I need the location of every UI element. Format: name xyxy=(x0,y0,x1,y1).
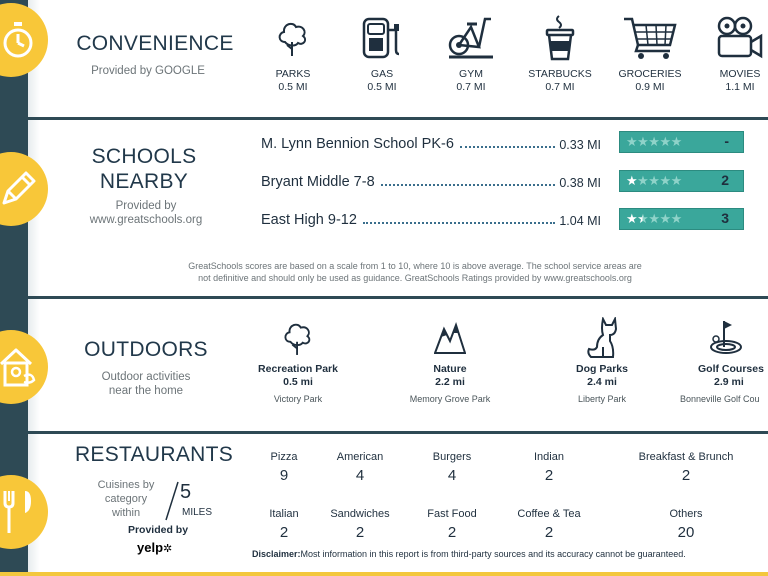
cuisine-name: Breakfast & Brunch xyxy=(638,451,734,463)
outdoor-place: Bonneville Golf Cou xyxy=(680,394,760,404)
rating-stars-icon: ★★★★★ xyxy=(626,173,682,188)
pencil-icon xyxy=(0,169,38,209)
outdoor-distance: 2.4 mi xyxy=(587,376,617,388)
coffee-cup-icon xyxy=(543,15,577,61)
parks-distance: 0.5 MI xyxy=(278,81,308,93)
outdoor-item xyxy=(537,315,667,404)
school-name: East High 9-12 xyxy=(261,212,357,228)
cuisine-name: Italian xyxy=(269,508,299,520)
convenience-item-groceries xyxy=(605,10,695,93)
school-rating-badge xyxy=(619,170,744,192)
school-rating-value: 2 xyxy=(721,172,729,188)
cuisine-count: 2 xyxy=(544,524,554,541)
outdoor-item xyxy=(233,315,363,404)
rating-stars-icon: ★★★★★ xyxy=(626,134,682,149)
movies-distance: 1.1 MI xyxy=(725,81,755,93)
cuisine-name: American xyxy=(336,451,384,463)
school-rating-badge xyxy=(619,208,744,230)
restaurants-subtitle-line3: within xyxy=(111,507,141,519)
cuisine-item xyxy=(621,451,751,484)
fork-knife-icon-badge xyxy=(0,475,48,549)
yelp-burst-icon: ✲ xyxy=(163,543,173,555)
cuisine-count: 9 xyxy=(279,467,289,484)
restaurants-subtitle xyxy=(80,478,172,520)
convenience-item-gym xyxy=(426,10,516,93)
schools-provider-line2: www.greatschools.org xyxy=(89,214,203,226)
mountains-icon xyxy=(434,321,466,355)
restaurants-subtitle-line2: category xyxy=(104,493,148,505)
outdoor-distance: 0.5 mi xyxy=(283,376,313,388)
school-distance: 1.04 MI xyxy=(559,214,601,228)
school-row[interactable] xyxy=(261,208,601,228)
school-row[interactable] xyxy=(261,170,601,190)
restaurants-provider: Provided by xyxy=(127,524,189,536)
cuisine-item xyxy=(494,508,604,541)
schools-note-line2: not definitive and should only be used as guidance. GreatSchools Ratings provided by www.greatschools.org xyxy=(198,273,632,283)
dog-icon xyxy=(585,317,619,359)
outdoor-name: Golf Courses xyxy=(698,363,764,375)
disclaimer-label: Disclaimer: xyxy=(252,549,301,559)
shopping-cart-icon xyxy=(622,15,678,61)
stopwatch-icon-badge xyxy=(0,3,48,77)
outdoors-title: OUTDOORS xyxy=(84,338,208,361)
movie-camera-icon xyxy=(715,16,765,60)
convenience-item-starbucks xyxy=(515,10,605,93)
gas-pump-icon xyxy=(360,16,404,60)
movies-label: MOVIES xyxy=(719,68,761,80)
yelp-logo xyxy=(137,540,172,555)
outdoor-place: Victory Park xyxy=(273,394,323,404)
school-row[interactable] xyxy=(261,132,601,152)
school-rating-value: - xyxy=(724,133,729,149)
fork-knife-icon xyxy=(1,489,35,535)
gas-distance: 0.5 MI xyxy=(367,81,397,93)
cuisine-count: 2 xyxy=(544,467,554,484)
disclaimer xyxy=(252,549,686,559)
cuisine-name: Fast Food xyxy=(427,508,477,520)
schools-title xyxy=(74,144,214,194)
cuisine-count: 4 xyxy=(355,467,365,484)
groceries-distance: 0.9 MI xyxy=(635,81,665,93)
outdoor-item xyxy=(385,315,515,404)
birdhouse-icon-badge xyxy=(0,330,48,404)
cuisine-name: Sandwiches xyxy=(330,508,390,520)
outdoors-subtitle xyxy=(76,370,216,398)
gym-label: GYM xyxy=(459,68,483,80)
starbucks-label: STARBUCKS xyxy=(528,68,592,80)
golf-flag-icon xyxy=(708,319,744,357)
schools-note-line1: GreatSchools scores are based on a scale from 1 to 10, where 10 is above average. The school service areas are xyxy=(188,261,642,271)
cuisine-name: Others xyxy=(669,508,703,520)
dotted-leader xyxy=(460,146,555,148)
school-distance: 0.33 MI xyxy=(559,138,601,152)
slash-divider xyxy=(162,480,182,522)
cuisine-count: 20 xyxy=(677,524,695,541)
dotted-leader xyxy=(381,184,556,186)
outdoors-subtitle-line2: near the home xyxy=(108,385,184,397)
outdoor-distance: 2.9 mi xyxy=(714,376,744,388)
bottom-accent-bar xyxy=(0,572,768,576)
cuisine-item xyxy=(494,451,604,484)
pencil-icon-badge xyxy=(0,152,48,226)
cuisine-count: 2 xyxy=(681,467,691,484)
convenience-provider: Provided by GOOGLE xyxy=(91,65,205,77)
outdoor-item xyxy=(668,315,768,404)
stopwatch-icon xyxy=(1,21,35,59)
rating-stars-icon: ★★★★★ xyxy=(626,211,682,226)
outdoor-distance: 2.2 mi xyxy=(435,376,465,388)
restaurants-title: RESTAURANTS xyxy=(74,443,234,466)
restaurants-subtitle-line1: Cuisines by xyxy=(97,479,155,491)
disclaimer-text: Most information in this report is from third-party sources and its accuracy cannot be guaranteed. xyxy=(300,549,686,559)
outdoor-place: Liberty Park xyxy=(577,394,627,404)
tree-icon xyxy=(282,318,314,358)
cuisine-count: 2 xyxy=(355,524,365,541)
section-divider xyxy=(28,296,768,299)
convenience-item-gas xyxy=(337,10,427,93)
schools-provider xyxy=(66,199,226,227)
section-divider xyxy=(28,431,768,434)
schools-title-line1: SCHOOLS xyxy=(91,145,197,168)
cuisine-name: Indian xyxy=(534,451,564,463)
school-name: M. Lynn Bennion School PK-6 xyxy=(261,136,454,152)
school-name: Bryant Middle 7-8 xyxy=(261,174,375,190)
convenience-item-parks xyxy=(248,10,338,93)
starbucks-distance: 0.7 MI xyxy=(545,81,575,93)
schools-provider-line1: Provided by xyxy=(115,200,177,212)
cuisine-count: 4 xyxy=(447,467,457,484)
school-rating-badge xyxy=(619,131,744,153)
outdoor-name: Recreation Park xyxy=(258,363,338,375)
cuisine-name: Pizza xyxy=(270,451,298,463)
outdoor-place: Memory Grove Park xyxy=(409,394,491,404)
cuisine-item xyxy=(631,508,741,541)
outdoors-subtitle-line1: Outdoor activities xyxy=(101,371,191,383)
schools-title-line2: NEARBY xyxy=(99,170,189,193)
section-divider xyxy=(28,117,768,120)
cuisine-name: Coffee & Tea xyxy=(517,508,581,520)
exercise-bike-icon xyxy=(445,15,497,61)
school-rating-value: 3 xyxy=(721,210,729,226)
schools-rating-note xyxy=(160,260,670,284)
cuisine-count: 2 xyxy=(279,524,289,541)
yelp-logo-text: yelp xyxy=(137,540,164,555)
radius-unit: MILES xyxy=(182,507,213,518)
cuisine-item xyxy=(397,451,507,484)
cuisine-name: Burgers xyxy=(432,451,472,463)
gas-label: GAS xyxy=(370,68,394,80)
groceries-label: GROCERIES xyxy=(618,68,682,80)
convenience-title: CONVENIENCE xyxy=(76,32,234,55)
convenience-item-movies xyxy=(695,10,768,93)
gym-distance: 0.7 MI xyxy=(456,81,486,93)
radius-value: 5 xyxy=(180,481,192,503)
cuisine-item xyxy=(397,508,507,541)
birdhouse-icon xyxy=(0,346,38,388)
tree-icon xyxy=(276,18,310,58)
outdoor-name: Dog Parks xyxy=(576,363,628,375)
cuisine-count: 2 xyxy=(447,524,457,541)
school-distance: 0.38 MI xyxy=(559,176,601,190)
dotted-leader xyxy=(363,222,555,224)
parks-label: PARKS xyxy=(275,68,311,80)
outdoor-name: Nature xyxy=(433,363,467,375)
